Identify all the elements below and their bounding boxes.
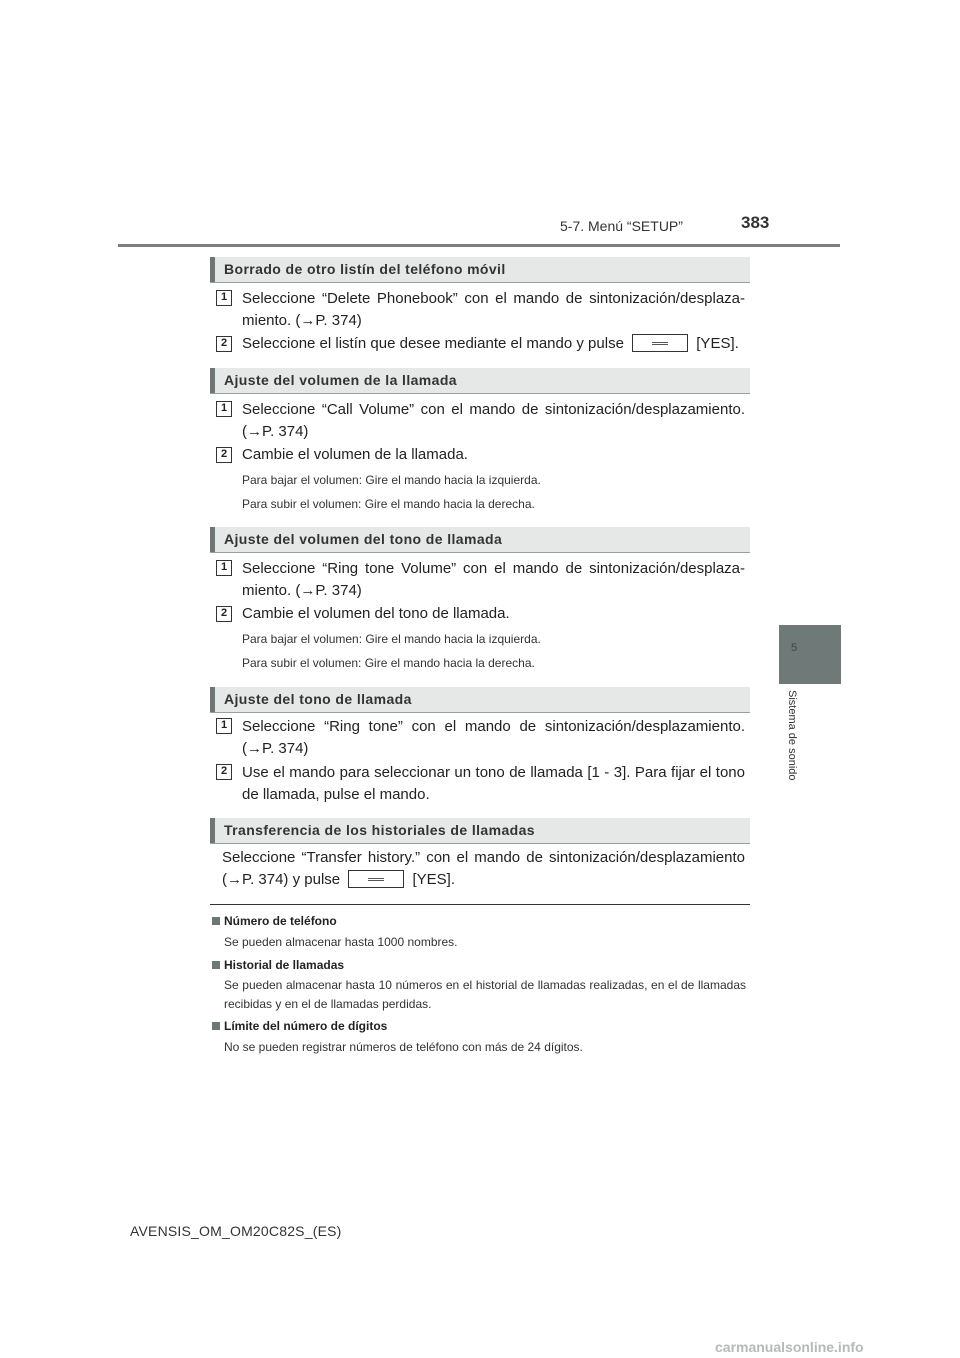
step-text-before: Seleccione el listín que desee mediante el mando y pulse (242, 335, 624, 352)
step-number-badge: 2 (216, 336, 232, 352)
page-number: 383 (741, 213, 770, 232)
note-heading: Número de teléfono (212, 914, 337, 928)
step-number-badge: 2 (216, 606, 232, 622)
step-text-after: [YES]. (412, 871, 455, 888)
heading-accent-bar (210, 368, 215, 393)
heading-accent-bar (210, 257, 215, 282)
sub-note: Para bajar el volumen: Gire el mando hacia la izquierda. (242, 632, 541, 646)
step-number-badge: 2 (216, 764, 232, 780)
section-title: Borrado de otro listín del teléfono móvil (224, 261, 506, 277)
step-text: Seleccione “Delete Phonebook” con el mando de sintonización/desplaza-miento. (→P. 374) (242, 290, 745, 329)
notes-divider (210, 904, 750, 905)
note-body: Se pueden almacenar hasta 10 números en el historial de llamadas realizadas, en el de llamadas recibidas y en el de llamadas perdidas. (224, 978, 746, 1011)
section-heading-transfer-history (210, 818, 750, 844)
section-breadcrumb: 5-7. Menú “SETUP” (560, 218, 683, 234)
step-number-badge: 2 (216, 447, 232, 463)
section-heading-delete-phonebook (210, 257, 750, 283)
step-number-badge: 1 (216, 401, 232, 417)
step-text-after: [YES]. (696, 335, 739, 352)
section-heading-ringtone (210, 687, 750, 713)
step-number-badge: 1 (216, 560, 232, 576)
step-text: Seleccione “Call Volume” con el mando de sintonización/desplazamiento. (→P. 374) (242, 401, 745, 440)
step-text: Seleccione “Ring tone Volume” con el mando de sintonización/desplaza-miento. (→P. 374) (242, 560, 745, 599)
step-text (222, 847, 745, 891)
step-number-badge: 1 (216, 718, 232, 734)
yes-key-icon (632, 334, 688, 352)
step-text-before: Seleccione “Transfer history.” con el mando de sintonización/desplazamiento (→P. 374) y pulse (222, 849, 745, 888)
step-text: Seleccione “Ring tone” con el mando de sintonización/desplazamiento. (→P. 374) (242, 718, 745, 757)
section-title: Ajuste del volumen del tono de llamada (224, 531, 503, 547)
note-body: Se pueden almacenar hasta 1000 nombres. (224, 935, 458, 949)
heading-accent-bar (210, 527, 215, 552)
heading-accent-bar (210, 818, 215, 843)
section-title: Ajuste del volumen de la llamada (224, 372, 457, 388)
note-body: No se pueden registrar números de teléfono con más de 24 dígitos. (224, 1040, 583, 1054)
step-text: Use el mando para seleccionar un tono de llamada [1 - 3]. Para fijar el tono de llamada, pulse el mando. (242, 764, 745, 803)
step-text: Cambie el volumen de la llamada. (242, 446, 468, 463)
square-bullet-icon (212, 1022, 220, 1030)
chapter-number: 5 (791, 642, 798, 654)
section-title: Ajuste del tono de llamada (224, 691, 412, 707)
heading-accent-bar (210, 687, 215, 712)
chapter-label: Sistema de sonido (786, 690, 798, 781)
watermark: carmanualsonline.info (715, 1339, 864, 1355)
document-code: AVENSIS_OM_OM20C82S_(ES) (130, 1223, 342, 1239)
sub-note: Para subir el volumen: Gire el mando hacia la derecha. (242, 497, 535, 511)
step-text (242, 333, 745, 355)
step-text: Cambie el volumen del tono de llamada. (242, 605, 510, 622)
note-heading: Historial de llamadas (212, 958, 344, 972)
chapter-tab (779, 625, 841, 684)
section-title: Transferencia de los historiales de llamadas (224, 822, 535, 838)
square-bullet-icon (212, 961, 220, 969)
note-heading: Límite del número de dígitos (212, 1019, 387, 1033)
section-heading-call-volume (210, 368, 750, 394)
sub-note: Para subir el volumen: Gire el mando hacia la derecha. (242, 656, 535, 670)
step-number-badge: 1 (216, 290, 232, 306)
section-heading-ringtone-volume (210, 527, 750, 553)
square-bullet-icon (212, 917, 220, 925)
header-divider (118, 244, 840, 247)
yes-key-icon (348, 870, 404, 888)
sub-note: Para bajar el volumen: Gire el mando hacia la izquierda. (242, 473, 541, 487)
